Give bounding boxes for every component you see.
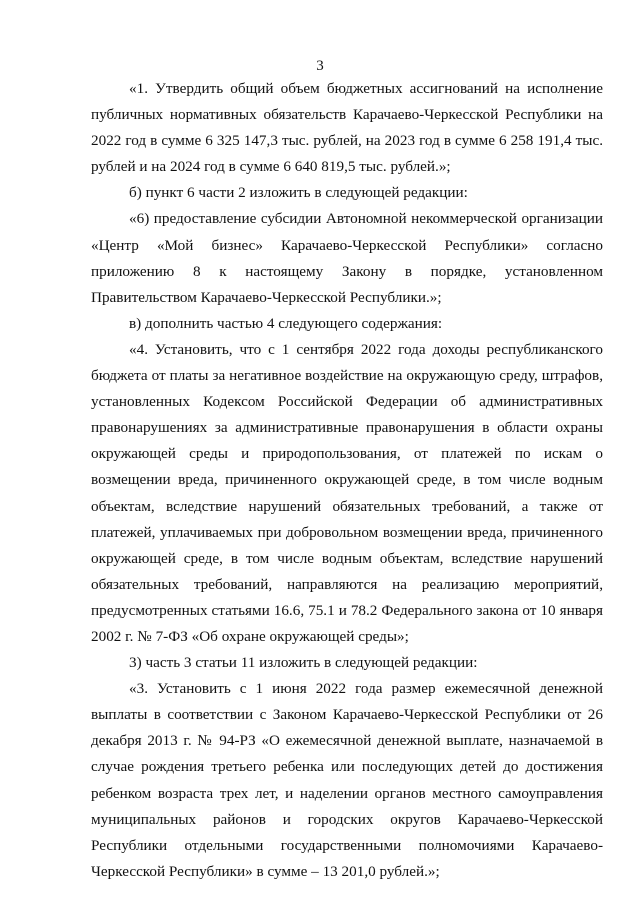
paragraph-environmental-revenues: «4. Установить, что с 1 сентября 2022 года доходы республиканского бюджета от платы за негативное воздействие на окружающую среду, штрафов, установленных Кодексом Российской Федерации об административных правонарушениях за административные правонарушения в области охраны окружающей среды и природопользования, от платежей по искам о возмещении вреда, причиненного окружающей среде, в том числе водным объектам, вследствие нарушений обязательных требований, а также от платежей, уплачиваемых при добровольном возмещении вреда, причиненного окружающей среде, в том числе водным объектам, вследствие нарушений обязательных требований, направляются на реализацию мероприятий, предусмотренных статьями 16.6, 75.1 и 78.2 Федерального закона от 10 января 2002 г. № 7-ФЗ «Об охране окружающей среды»; — [91, 340, 603, 645]
paragraph-monthly-payment: «3. Установить с 1 июня 2022 года размер ежемесячной денежной выплаты в соответствии с Законом Карачаево-Черкесской Республики от 26 декабря 2013 г. № 94-РЗ «О ежемесячной денежной выплате, назначаемой в случае рождения третьего ребенка или последующих детей до достижения ребенком возраста трех лет, и наделении органов местного самоуправления муниципальных районов и городских округов Карачаево-Черкесской Республики отдельными государственными полномочиями Карачаево-Черкесской Республики» в сумме – 13 201,0 рублей.»; — [91, 680, 603, 880]
page-number: 3 — [316, 58, 324, 74]
document-body — [91, 76, 603, 885]
paragraph-item-b: б) пункт 6 части 2 изложить в следующей редакции: — [129, 184, 468, 202]
paragraph-budget-allocations: «1. Утвердить общий объем бюджетных ассигнований на исполнение публичных нормативных обязательств Карачаево-Черкесской Республики на 2022 год в сумме 6 325 147,3 тыс. рублей, на 2023 год в сумме 6 258 191,4 тыс. рублей и на 2024 год в сумме 6 640 819,5 тыс. рублей.»; — [91, 80, 603, 176]
paragraph-item-v: в) дополнить частью 4 следующего содержания: — [129, 314, 443, 332]
paragraph-subsidy: «6) предоставление субсидии Автономной некоммерческой организации «Центр «Мой бизнес» Карачаево-Черкесской Республики» согласно приложению 8 к настоящему Закону в порядке, установленном Правительством Карачаево-Черкесской Республики.»; — [91, 210, 603, 306]
paragraph-item-3: 3) часть 3 статьи 11 изложить в следующей редакции: — [129, 654, 478, 672]
